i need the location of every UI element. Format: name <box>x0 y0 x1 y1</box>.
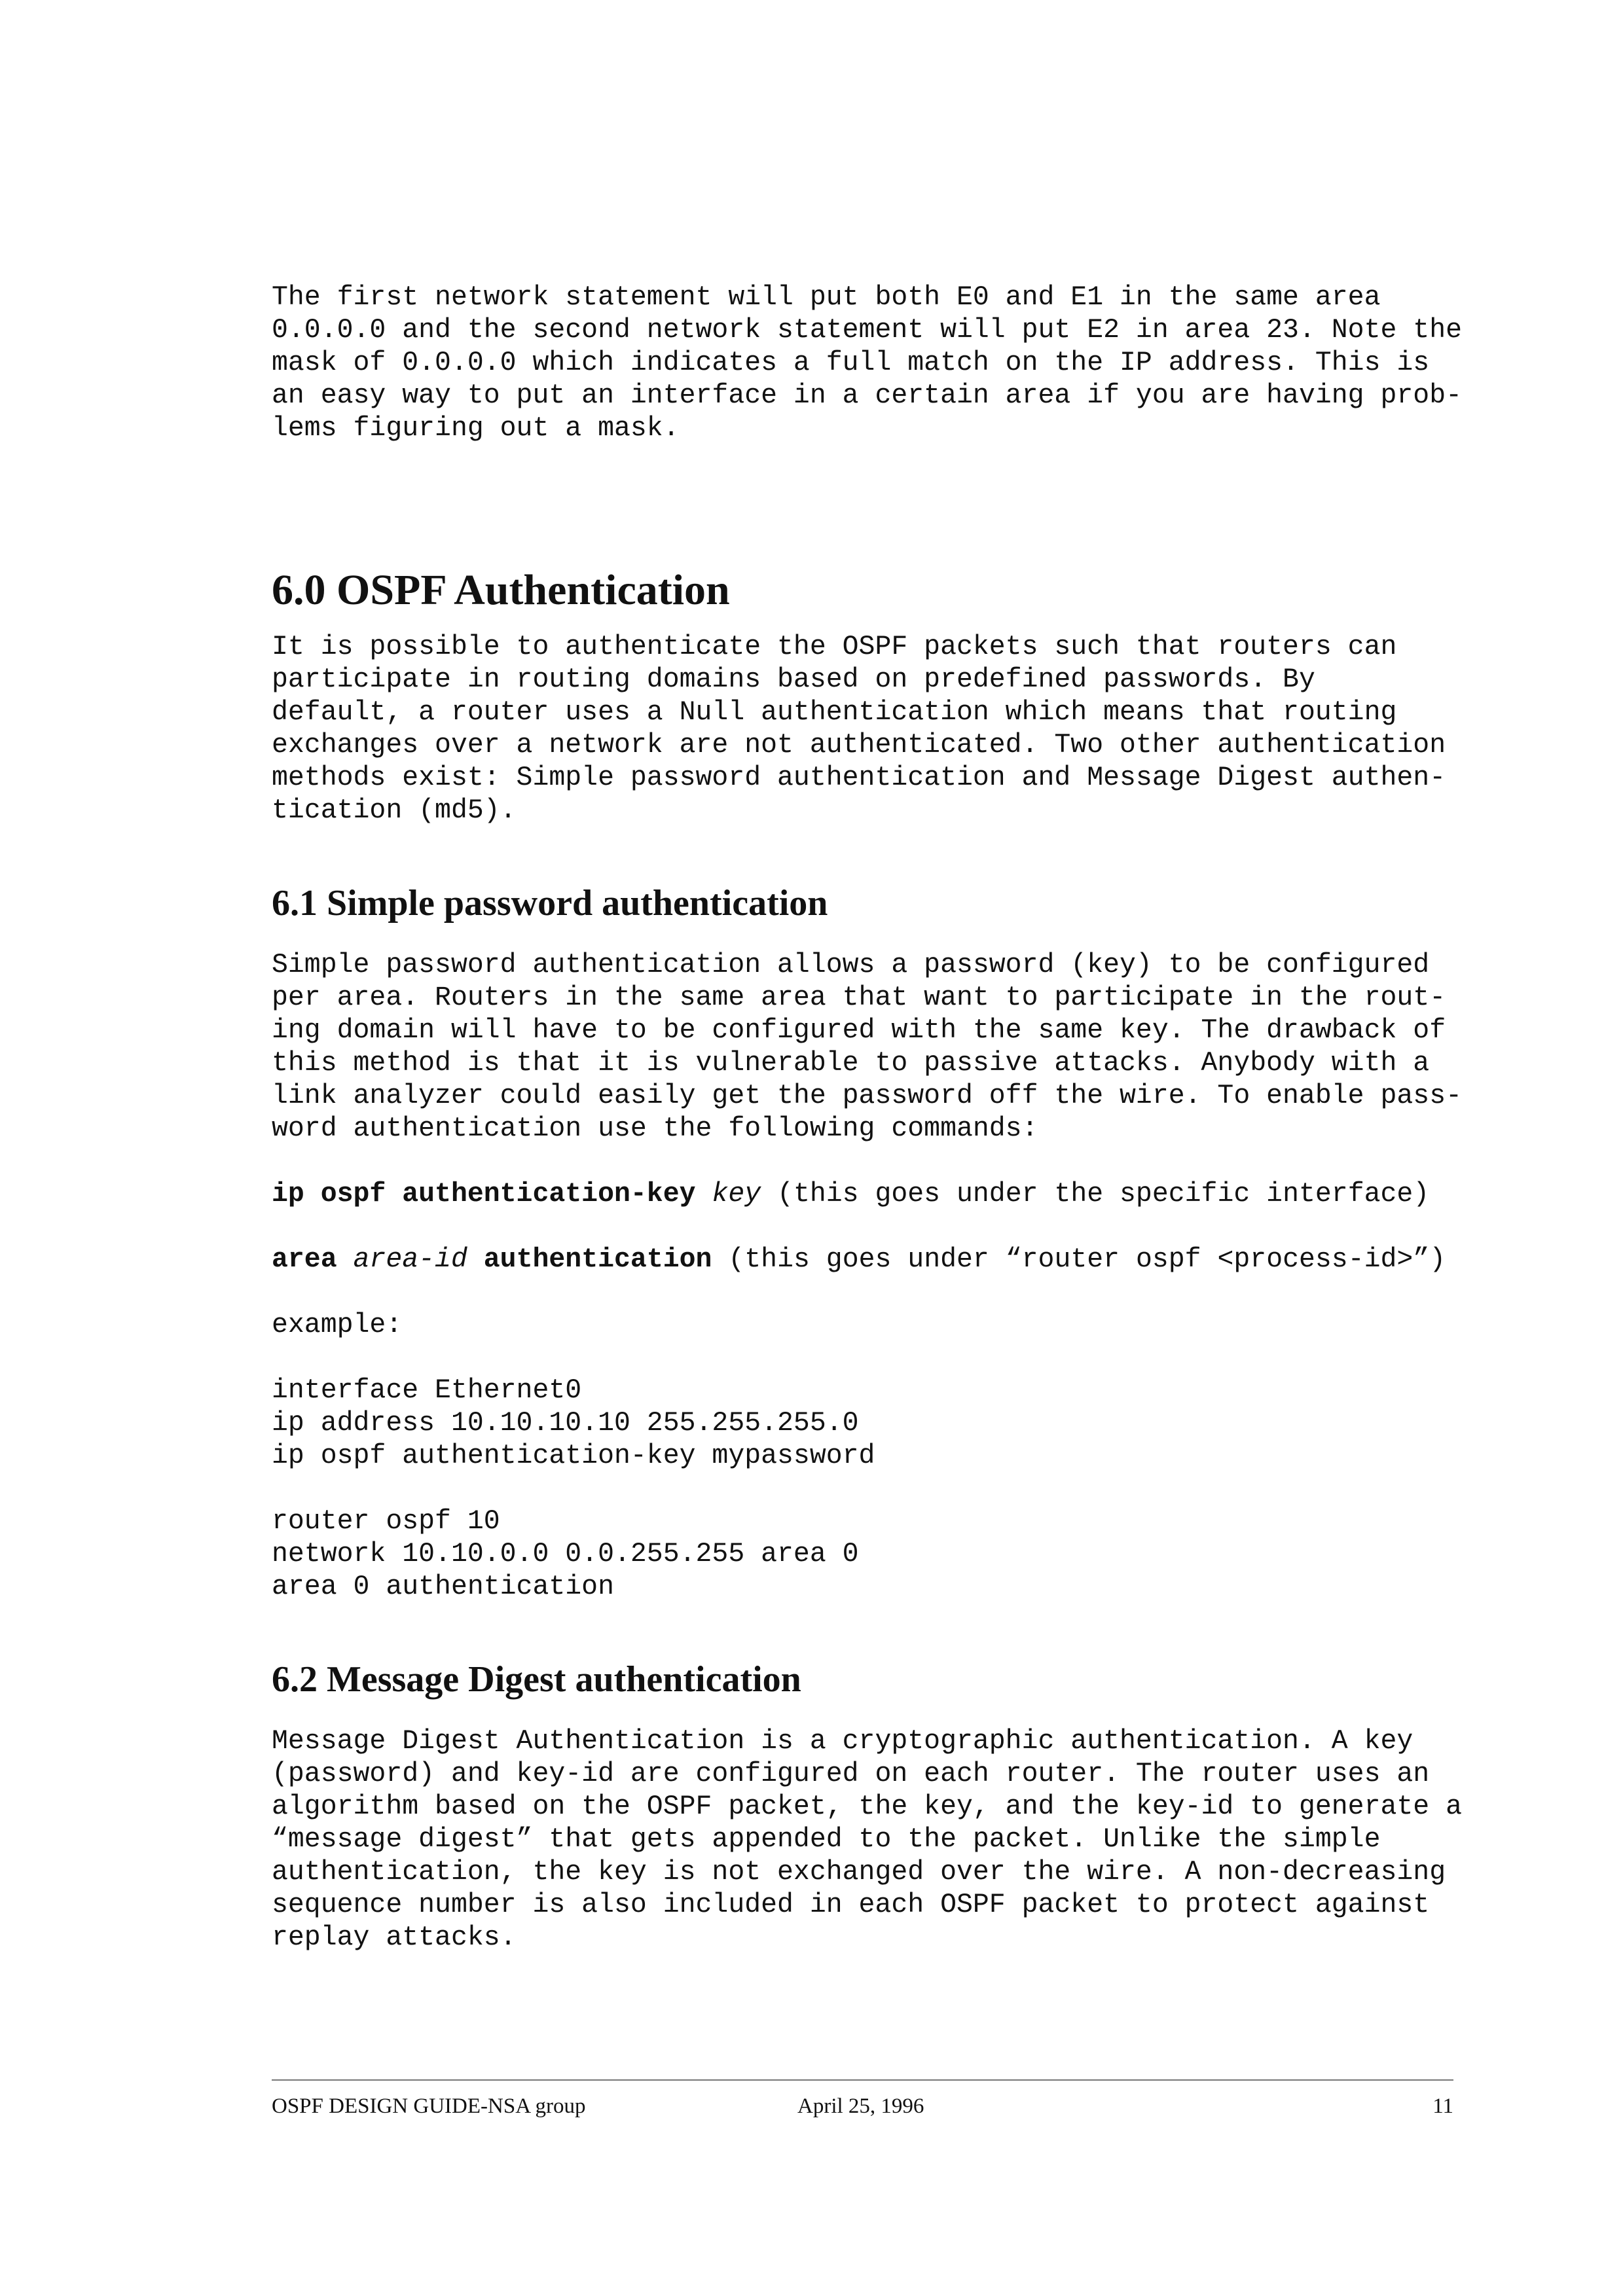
text-line: exchanges over a network are not authenticated. Two other authentication <box>272 730 1446 761</box>
text-line: link analyzer could easily get the password off the wire. To enable pass- <box>272 1081 1462 1111</box>
footer-page-number: 11 <box>1432 2094 1453 2118</box>
config-block-interface <box>272 1374 1463 1473</box>
text-line: Simple password authentication allows a password (key) to be configured <box>272 950 1430 980</box>
text-line: participate in routing domains based on predefined passwords. By <box>272 664 1315 695</box>
text-line: Message Digest Authentication is a cryptographic authentication. A key <box>272 1726 1413 1757</box>
section-6-1-paragraph <box>272 949 1463 1145</box>
config-block-router <box>272 1505 1463 1604</box>
config-line: ip ospf authentication-key mypassword <box>272 1441 875 1471</box>
config-line: ip address 10.10.10.10 255.255.255.0 <box>272 1408 859 1439</box>
command-keyword: ip ospf authentication-key <box>272 1179 696 1210</box>
footer-divider <box>272 2079 1453 2081</box>
command-argument: area-id <box>353 1244 467 1275</box>
text-line: an easy way to put an interface in a certain area if you are having prob- <box>272 380 1462 411</box>
document-page <box>272 281 1463 1954</box>
command-keyword: area <box>272 1244 337 1275</box>
text-line: The first network statement will put both E0 and E1 in the same area <box>272 282 1381 313</box>
command-area-auth <box>272 1244 1463 1276</box>
section-heading-6-2: 6.2 Message Digest authentication <box>272 1659 801 1700</box>
section-heading-6-0: 6.0 OSPF Authentication <box>272 566 730 614</box>
text-line: authentication, the key is not exchanged over the wire. A non-decreasing <box>272 1857 1446 1888</box>
config-line: interface Ethernet0 <box>272 1375 582 1406</box>
text-line: It is possible to authenticate the OSPF packets such that routers can <box>272 632 1397 662</box>
text-line: mask of 0.0.0.0 which indicates a full match on the IP address. This is <box>272 348 1430 378</box>
text-line: this method is that it is vulnerable to passive attacks. Anybody with a <box>272 1048 1430 1079</box>
section-heading-6-1: 6.1 Simple password authentication <box>272 883 828 924</box>
config-line: area 0 authentication <box>272 1571 614 1602</box>
text-line: per area. Routers in the same area that want to participate in the rout- <box>272 982 1446 1013</box>
section-6-0-paragraph <box>272 631 1463 827</box>
text-line: replay attacks. <box>272 1922 517 1953</box>
text-line: “message digest” that gets appended to the packet. Unlike the simple <box>272 1824 1381 1855</box>
text-line: (password) and key-id are configured on each router. The router uses an <box>272 1759 1430 1789</box>
footer-document-title: OSPF DESIGN GUIDE-NSA group <box>272 2094 586 2118</box>
command-auth-key <box>272 1178 1463 1211</box>
footer-date: April 25, 1996 <box>797 2094 924 2118</box>
text-line: 0.0.0.0 and the second network statement will put E2 in area 23. Note the <box>272 315 1462 346</box>
text-line: word authentication use the following commands: <box>272 1113 1038 1144</box>
command-argument: key <box>712 1179 761 1210</box>
example-label: example: <box>272 1310 403 1340</box>
command-note: (this goes under the specific interface) <box>777 1179 1430 1210</box>
text-line: algorithm based on the OSPF packet, the key, and the key-id to generate a <box>272 1791 1462 1822</box>
text-line: ing domain will have to be configured with the same key. The drawback of <box>272 1015 1446 1046</box>
text-line: tication (md5). <box>272 795 517 826</box>
text-line: methods exist: Simple password authentication and Message Digest authen- <box>272 762 1446 793</box>
command-keyword: authentication <box>483 1244 712 1275</box>
config-line: network 10.10.0.0 0.0.255.255 area 0 <box>272 1539 859 1570</box>
text-line: lems figuring out a mask. <box>272 413 680 444</box>
command-note: (this goes under “router ospf <process-id>”) <box>728 1244 1446 1275</box>
intro-paragraph <box>272 281 1463 445</box>
text-line: default, a router uses a Null authentication which means that routing <box>272 697 1397 728</box>
text-line: sequence number is also included in each OSPF packet to protect against <box>272 1890 1430 1920</box>
section-6-2-paragraph <box>272 1725 1463 1954</box>
config-line: router ospf 10 <box>272 1506 500 1537</box>
